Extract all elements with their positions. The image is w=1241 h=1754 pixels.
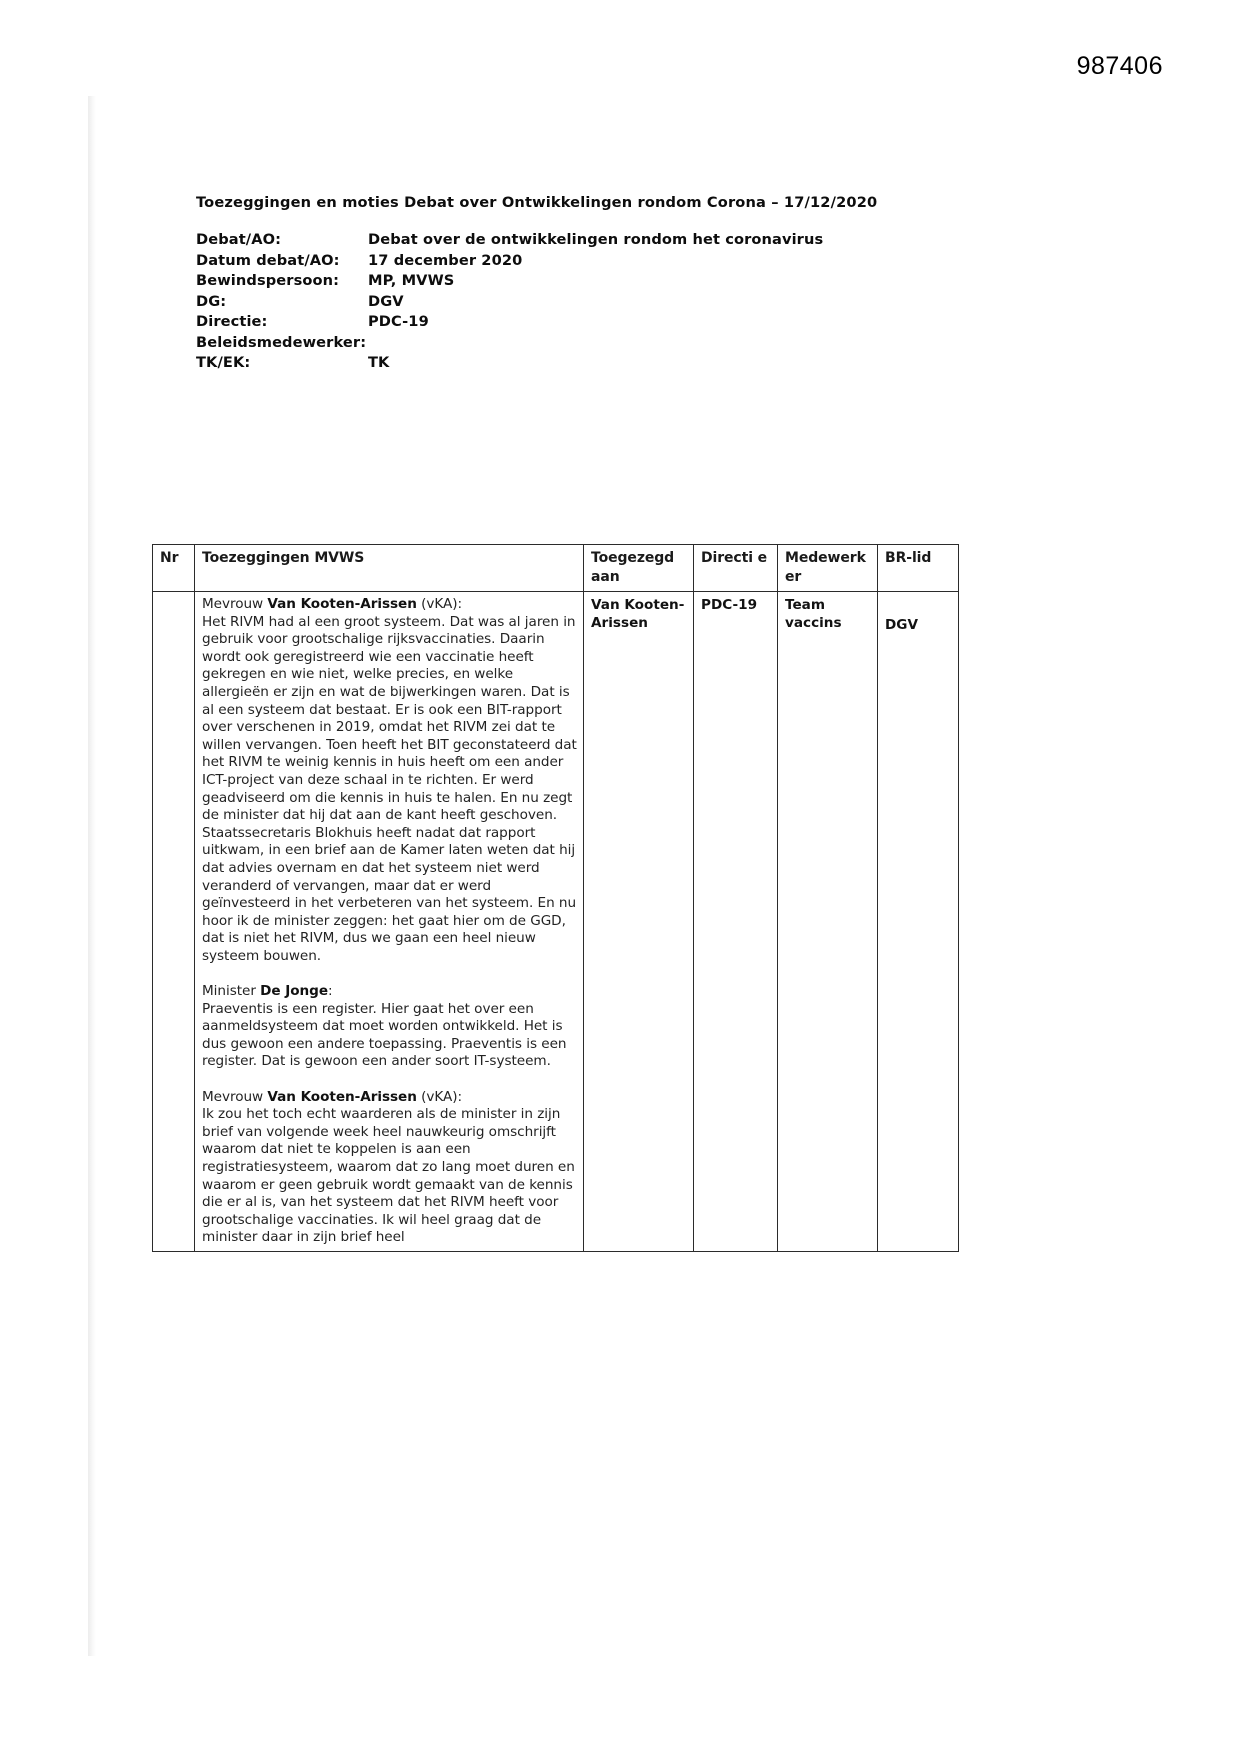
metadata-row-directie [196,312,823,333]
metadata-row-bewindspersoon [196,271,823,292]
quote-paragraph-2 [202,983,577,1071]
speaker-name: Van Kooten-Arissen [267,1088,417,1105]
page-title: Toezeggingen en moties Debat over Ontwikkelingen rondom Corona – 17/12/2020 [196,194,878,211]
column-header-medewerker: Medewerk er [778,545,878,592]
metadata-value: DGV [368,292,404,310]
metadata-value: TK [368,354,390,371]
column-header-nr: Nr [153,545,195,592]
speaker-name: De Jonge [260,983,329,1000]
speaker-prefix: Mevrouw [202,1088,268,1105]
cell-br-lid: DGV [878,592,959,1252]
medewerker-line-1: Team [785,597,826,613]
medewerker-line-2: vaccins [785,615,842,631]
metadata-row-debat-ao [196,230,823,251]
metadata-label: Bewindspersoon: [196,272,340,289]
toezeggingen-table [152,544,959,1252]
quote-paragraph-3 [202,1089,577,1247]
metadata-label: DG: [196,292,227,310]
metadata-value: 17 december 2020 [368,251,523,269]
metadata-label: Directie: [196,313,268,330]
metadata-value: Debat over de ontwikkelingen rondom het coronavirus [368,231,824,248]
cell-toezeggingen [195,592,584,1252]
document-metadata [196,230,823,374]
quote-body: Ik zou het toch echt waarderen als de minister in zijn brief van volgende week heel nauwkeurig omschrijft waarom dat niet te koppelen is aan een registratiesysteem, waarom dat zo lang moet duren en waarom er geen gebruik wordt gemaakt van de kennis die er al is, van het systeem dat het RIVM heeft voor grootschalige vaccinaties. Ik wil heel graag dat de minister daar in zijn brief heel [202,1106,575,1246]
cell-directie: PDC-19 [694,592,778,1252]
quote-body: Het RIVM had al een groot systeem. Dat was al jaren in gebruik voor grootschalige rijksvaccinaties. Daarin wordt ook geregistreerd wie een vaccinatie heeft gekregen en wie niet, welke precies, en welke allergieën er zijn en wat de bijwerkingen waren. Dat is al een systeem dat bestaat. Er is ook een BIT-rapport over verschenen in 2019, omdat het RIVM zei dat te willen vervangen. Toen heeft het BIT geconstateerd dat het RIVM te weinig kennis in huis heeft om een ander ICT-project van deze schaal in te richten. Er werd geadviseerd om die kennis in huis te halen. En nu zegt de minister dat hij dat aan de kant heeft geschoven. Staatssecretaris Blokhuis heeft nadat dat rapport uitkwam, in een brief aan de Kamer laten weten dat hij dat advies overnam en dat het systeem niet werd veranderd of vervangen, maar dat er werd geïnvesteerd in het verbeteren van het systeem. En nu hoor ik de minister zeggen: het gaat hier om de GGD, dat is niet het RIVM, dus we gaan een heel nieuw systeem bouwen. [202,613,577,964]
metadata-label: Datum debat/AO: [196,251,340,269]
cell-medewerker [778,592,878,1252]
speaker-suffix: (vKA): [416,596,463,612]
toegezegd-aan-line-1: Van Kooten- [591,597,685,613]
cell-nr [153,592,195,1252]
column-header-directie: Directi e [694,545,778,592]
table-header-row [153,545,959,592]
speaker-prefix: Mevrouw [202,596,268,612]
speaker-suffix: : [328,983,333,1000]
toegezegd-aan-line-2: Arissen [591,615,648,631]
quote-paragraph-1 [202,596,577,965]
metadata-row-beleidsmedewerker [196,333,823,354]
column-header-toegezegd-aan: Toegezegd aan [584,545,694,592]
table-row [153,592,959,1252]
metadata-value: MP, MVWS [368,272,455,289]
speaker-prefix: Minister [202,983,261,1000]
metadata-value: PDC-19 [368,313,429,330]
column-header-br-lid: BR-lid [878,545,959,592]
metadata-label: TK/EK: [196,354,251,371]
metadata-row-tk-ek [196,353,823,374]
metadata-row-datum [196,251,823,272]
folio-number: 987406 [1076,52,1163,80]
speaker-suffix: (vKA): [416,1088,463,1105]
cell-toegezegd-aan [584,592,694,1252]
quote-body: Praeventis is een register. Hier gaat het over een aanmeldsysteem dat moet worden ontwikkeld. Het is dus gewoon een andere toepassing. Praeventis is een register. Dat is gewoon een ander soort IT-systeem. [202,1000,567,1070]
column-header-toezeggingen: Toezeggingen MVWS [195,545,584,592]
scan-edge-shadow [88,96,96,1656]
speaker-name: Van Kooten-Arissen [267,596,417,612]
metadata-label: Debat/AO: [196,231,282,248]
metadata-row-dg [196,292,823,313]
metadata-label: Beleidsmedewerker: [196,333,367,351]
